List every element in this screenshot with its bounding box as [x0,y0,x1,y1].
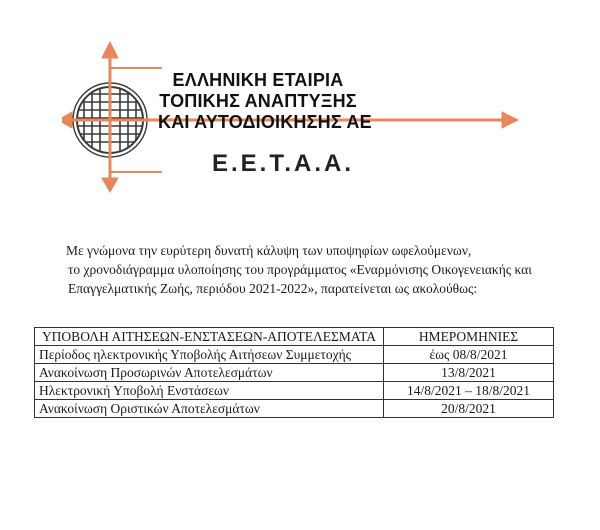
org-name-line: ΕΛΛΗΝΙΚΗ ΕΤΑΙΡΙΑ [172,70,344,90]
stage-cell: Ηλεκτρονική Υποβολή Ενστάσεων [35,382,384,400]
org-name-line: ΤΟΠΙΚΗΣ ΑΝΑΠΤΥΞΗΣ [159,91,357,111]
stage-cell: Ανακοίνωση Προσωρινών Αποτελεσμάτων [35,364,384,382]
dates-column-header: ΗΜΕΡΟΜΗΝΙΕΣ [384,328,554,346]
intro-paragraph [66,241,586,298]
date-cell: 14/8/2021 – 18/8/2021 [384,382,554,400]
organization-acronym: Ε.Ε.Τ.Α.Α. [212,150,355,177]
stage-cell: Περίοδος ηλεκτρονικής Υποβολής Αιτήσεων Συμμετοχής [35,346,384,364]
intro-line: Επαγγελματικής Ζωής, περιόδου 2021-2022», παρατείνεται ως ακολούθως: [68,281,478,296]
table-row [35,400,554,418]
eetaa-logo [62,38,532,193]
intro-line: το χρονοδιάγραμμα υλοποίησης του προγράμματος «Εναρμόνισης Οικογενειακής και [68,262,532,277]
schedule-table [34,327,554,418]
table-row [35,364,554,382]
table-row [35,382,554,400]
org-name-line: ΚΑΙ ΑΥΤΟΔΙΟΙΚΗΣΗΣ ΑΕ [158,112,372,132]
stage-cell: Ανακοίνωση Οριστικών Αποτελεσμάτων [35,400,384,418]
table-row [35,346,554,364]
intro-line: Με γνώμονα την ευρύτερη δυνατή κάλυψη των υποψηφίων ωφελούμενων, [66,243,472,258]
stage-column-header: ΥΠΟΒΟΛΗ ΑΙΤΗΣΕΩΝ-ΕΝΣΤΑΣΕΩΝ-ΑΠΟΤΕΛΕΣΜΑΤΑ [35,328,384,346]
organization-name [158,70,372,133]
date-cell: 20/8/2021 [384,400,554,418]
date-cell: 13/8/2021 [384,364,554,382]
date-cell: έως 08/8/2021 [384,346,554,364]
table-header-row [35,328,554,346]
